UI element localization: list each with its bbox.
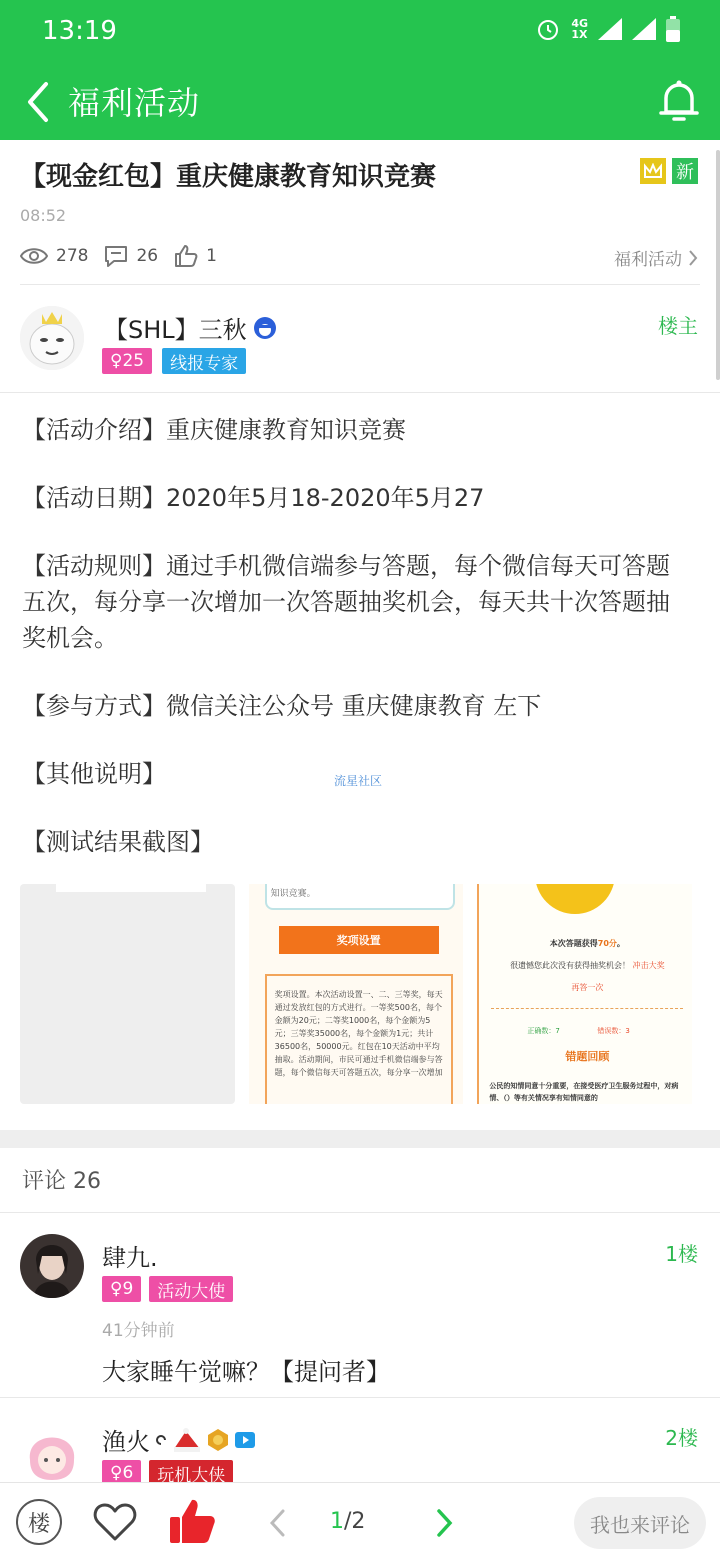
- score-suffix: 。: [616, 939, 625, 948]
- like-button[interactable]: [168, 1497, 216, 1545]
- views-count: 278: [56, 246, 89, 266]
- next-page-button[interactable]: [432, 1507, 456, 1539]
- comments-count: 26: [136, 246, 159, 266]
- network-type-2: 1X: [571, 28, 588, 41]
- page-indicator[interactable]: [330, 1509, 365, 1534]
- content-paragraph: 【活动介绍】重庆健康教育知识竞赛: [22, 416, 406, 444]
- heart-icon: [92, 1499, 138, 1545]
- role-tag: 线报专家: [162, 348, 246, 374]
- screenshot-thumbnail[interactable]: [249, 884, 464, 1104]
- likes-count: 1: [206, 246, 217, 266]
- page-title: 福利活动: [68, 84, 201, 122]
- prev-page-button[interactable]: [266, 1507, 290, 1539]
- battery-icon: [666, 16, 680, 42]
- floor-number: 2楼: [665, 1426, 698, 1450]
- avatar-image: [20, 306, 84, 370]
- avatar-image: [20, 1234, 84, 1298]
- post-content: [22, 412, 692, 892]
- screenshot-banner: [279, 926, 439, 954]
- views-stat: [20, 246, 88, 266]
- gender-level-tag: ♀6: [102, 1460, 141, 1482]
- bell-icon: [658, 76, 700, 128]
- author-name[interactable]: [104, 310, 277, 345]
- gender-level-tag: ♀9: [102, 1276, 141, 1302]
- message-line: [477, 960, 692, 971]
- retry-link: 再答一次: [571, 983, 604, 992]
- review-link: 错题回顾: [565, 1050, 610, 1063]
- back-arrow-icon: [20, 78, 60, 126]
- status-icons: [535, 16, 680, 42]
- message-highlight: 冲击大奖: [632, 961, 665, 970]
- current-page: 1: [330, 1509, 344, 1534]
- commenter-tags: [102, 1276, 233, 1302]
- comment-time: 41分钟前: [102, 1321, 175, 1341]
- commenter-name-text: 渔火: [102, 1428, 150, 1456]
- chevron-right-icon: [688, 249, 698, 267]
- author-avatar[interactable]: [20, 306, 84, 370]
- comments-stat[interactable]: [104, 245, 158, 267]
- owner-label: 楼主: [658, 314, 698, 338]
- swirl-icon: [154, 1432, 168, 1448]
- bottom-toolbar: [0, 1482, 720, 1560]
- back-button[interactable]: [20, 78, 60, 126]
- verified-icon: [253, 316, 277, 340]
- scrollbar[interactable]: [716, 150, 720, 380]
- comment-item: [0, 1212, 720, 1398]
- message-text: 很遗憾您此次没有获得抽奖机会！: [510, 961, 631, 970]
- commenter-avatar[interactable]: [20, 1420, 84, 1482]
- favorite-button[interactable]: [92, 1499, 138, 1545]
- post-badges: [640, 158, 698, 184]
- new-badge: 新: [672, 158, 698, 184]
- video-badge-icon: [234, 1429, 256, 1451]
- question-text: 公民的知情同意十分重要，在接受医疗卫生服务过程中，对病情、（）等有关情况享有知情同意的: [489, 1082, 679, 1102]
- jump-to-floor-button[interactable]: [16, 1499, 62, 1545]
- divider: [20, 284, 700, 285]
- commenter-name[interactable]: [102, 1422, 256, 1457]
- network-type: 4G: [571, 17, 588, 30]
- score-value: 70分: [597, 939, 617, 948]
- like-filled-icon: [168, 1497, 216, 1545]
- thumb-up-icon: [174, 245, 198, 267]
- content-paragraph: 【活动规则】通过手机微信端参与答题，每个微信每天可答题五次，每分享一次增加一次答题抽奖机会，每天共十次答题抽奖机会。: [22, 552, 670, 652]
- section-separator: [0, 1130, 720, 1148]
- author-name-text: 【SHL】三秋: [104, 316, 247, 344]
- content-paragraph: 【参与方式】微信关注公众号 重庆健康教育 左下: [22, 692, 542, 720]
- status-time: 13:19: [42, 16, 117, 46]
- gender-level-tag: ♀25: [102, 348, 152, 374]
- chevron-left-icon: [266, 1507, 290, 1539]
- forum-link[interactable]: [614, 245, 698, 270]
- post-time: 08:52: [20, 206, 67, 225]
- screenshot-gallery: [20, 884, 692, 1104]
- screenshot-text: 奖项设置。本次活动设置一、二、三等奖，每天通过发放红包的方式进行。一等奖500名，每个金额为20元；二等奖1000名，每个金额为5元；三等奖35000名，每个金额为1元；共计36500名，50000元。红包在10天活动中平均抽取。活动期间，市民可通过手机微信端参与答题，每个微信每天可答题五次，每分享一次增加: [274, 990, 443, 1077]
- commenter-name[interactable]: 肆九.: [102, 1244, 158, 1272]
- post-title: 【现金红包】重庆健康教育知识竞赛: [20, 162, 437, 192]
- status-bar: [0, 0, 720, 64]
- crown-icon: [643, 163, 663, 179]
- dashed-divider: [491, 1008, 683, 1009]
- wrong-count: 错误数：3: [597, 1027, 630, 1035]
- avatar-image: [20, 1420, 84, 1482]
- commenter-avatar[interactable]: [20, 1234, 84, 1298]
- role-tag: 活动大使: [149, 1276, 233, 1302]
- score-prefix: 本次答题获得: [549, 939, 598, 948]
- watermark-link[interactable]: 流星社区: [334, 774, 383, 788]
- screenshot-banner-label: 奖项设置: [336, 934, 381, 947]
- crown-badge: [640, 158, 666, 184]
- app-bar: [0, 64, 720, 140]
- author-tags: [102, 348, 246, 374]
- divider: [0, 392, 720, 393]
- screenshot-thumbnail[interactable]: [477, 884, 692, 1104]
- commenter-tags: [102, 1460, 233, 1482]
- screenshot-text: 知识竞赛。: [270, 889, 316, 899]
- content-paragraph: 【测试结果截图】: [22, 828, 214, 856]
- comments-header: 评论 26: [22, 1169, 101, 1194]
- alarm-icon: [535, 16, 561, 42]
- signal-icon: [632, 18, 656, 40]
- content-paragraph: 【活动日期】2020年5月18-2020年5月27: [22, 484, 485, 512]
- post-stats: [20, 242, 233, 270]
- screenshot-thumbnail[interactable]: [20, 884, 235, 1104]
- floor-button-label: 楼: [27, 1511, 50, 1537]
- comment-text: 大家睡午觉嘛？【提问者】: [102, 1358, 390, 1386]
- total-pages: /2: [344, 1509, 366, 1534]
- comment-icon: [104, 245, 128, 267]
- signal-icon: [598, 18, 622, 40]
- correct-count: 正确数：7: [527, 1027, 560, 1035]
- screenshot-fragment: [56, 884, 206, 892]
- eye-icon: [20, 246, 48, 266]
- forum-name: 福利活动: [614, 250, 682, 270]
- comment-item: [0, 1398, 720, 1482]
- role-tag: 玩机大侠: [149, 1460, 233, 1482]
- floor-number: 1楼: [665, 1242, 698, 1266]
- chevron-right-icon: [432, 1507, 456, 1539]
- medal-icon: [206, 1428, 230, 1452]
- network-indicator: [571, 18, 588, 40]
- write-comment-button[interactable]: 我也来评论: [574, 1497, 706, 1549]
- emoji-face-icon: [533, 884, 617, 924]
- score-line: [477, 938, 692, 949]
- content-paragraph: 【其他说明】: [22, 760, 166, 788]
- likes-stat[interactable]: [174, 245, 217, 267]
- santa-hat-icon: [172, 1427, 202, 1453]
- notification-button[interactable]: [658, 76, 700, 128]
